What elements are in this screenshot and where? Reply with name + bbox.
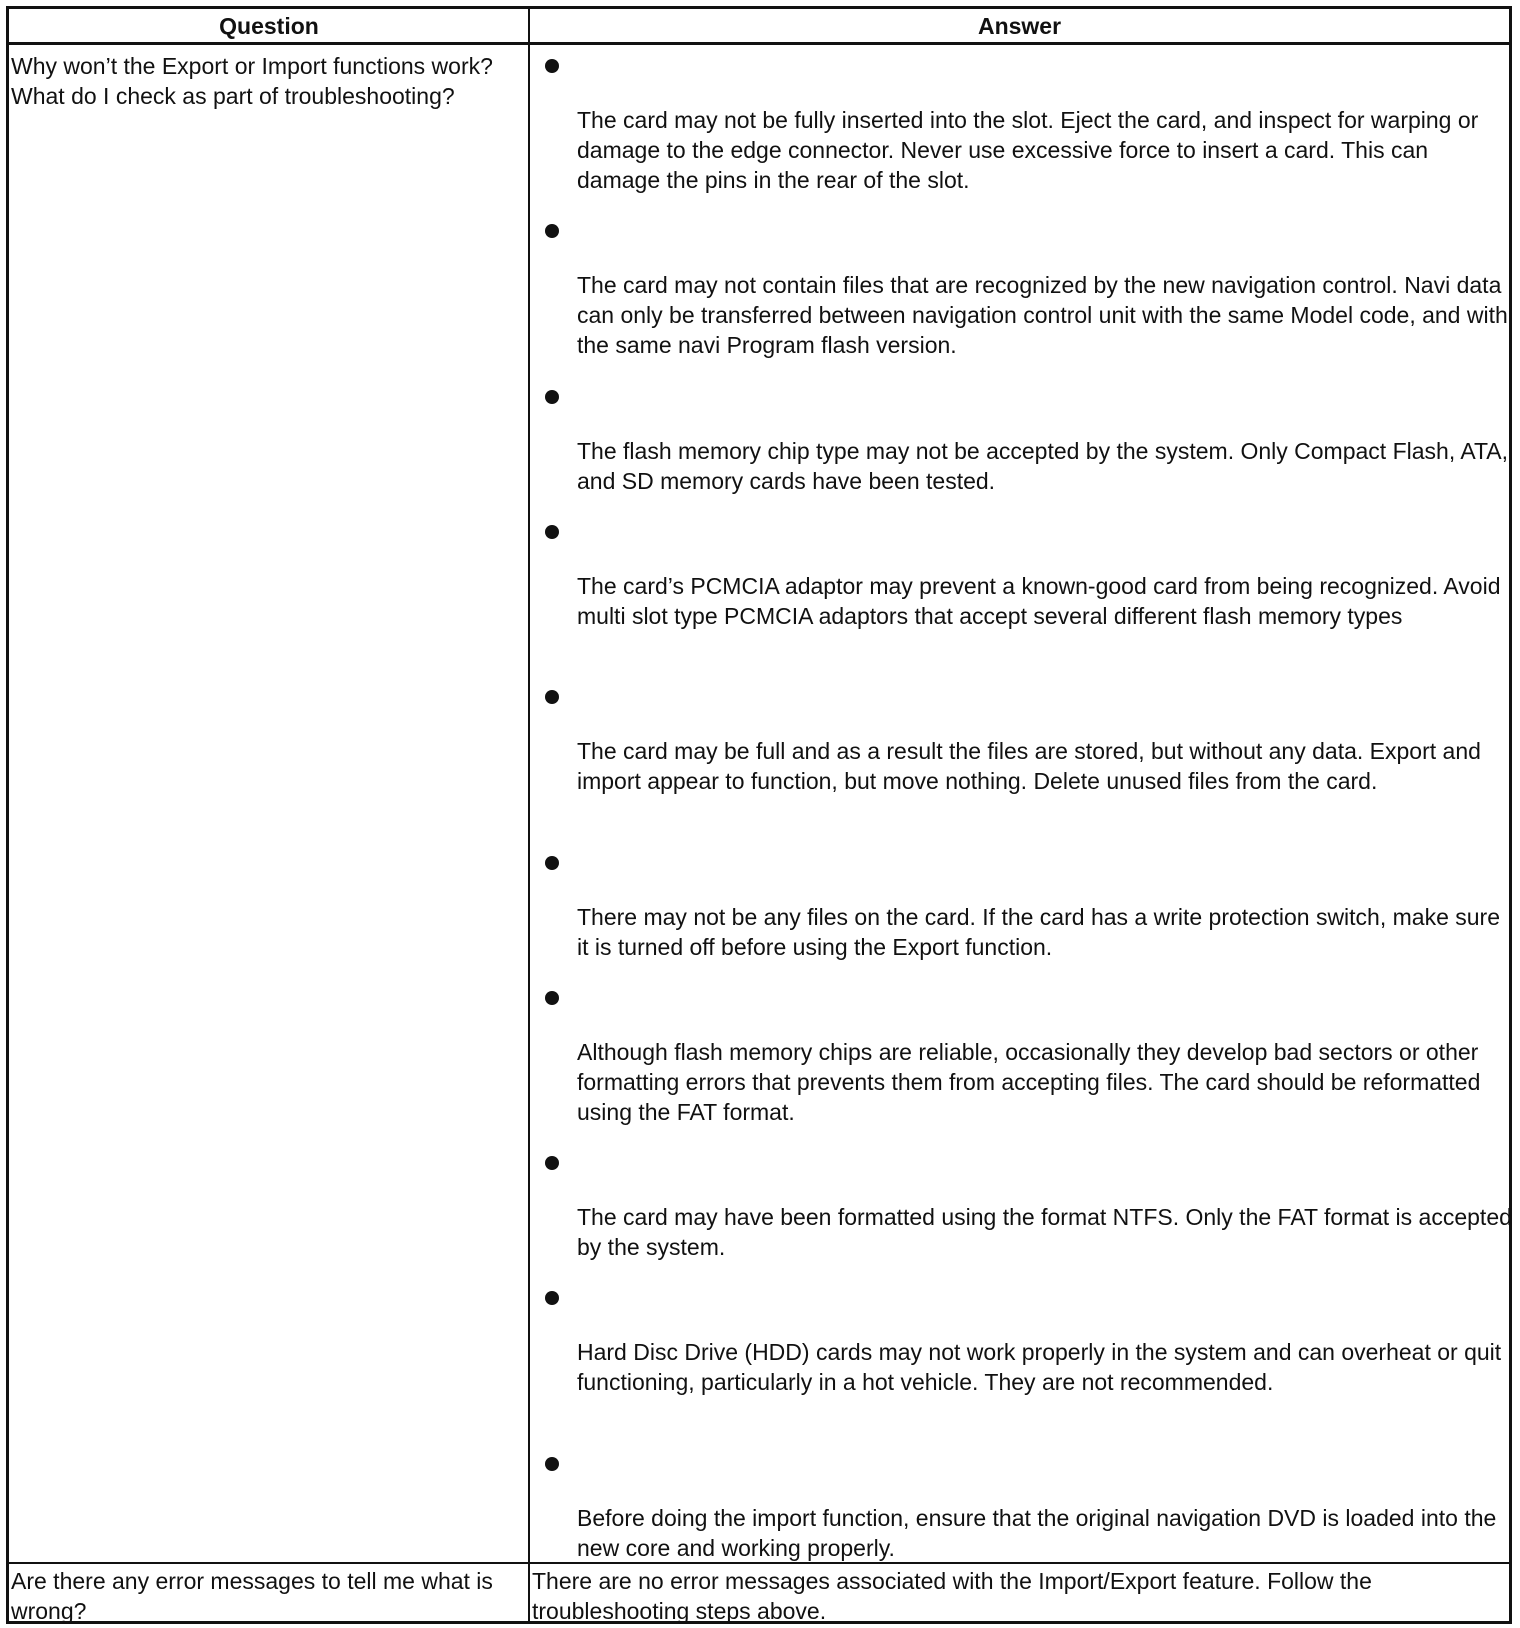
bullet-icon (545, 690, 559, 704)
answer-bullet-text: Before doing the import function, ensure that the original navigation DVD is loaded into the new core and working properly. (577, 1505, 1497, 1561)
answer-bullet-text: The card may not contain files that are recognized by the new navigation control. Navi data can only be transferred between navigation control unit with the same Model code, and with the same navi Program flash version. (577, 272, 1508, 358)
bullet-icon (545, 1457, 559, 1471)
bullet-icon (545, 856, 559, 870)
answer-bullet-text: The card may have been formatted using the format NTFS. Only the FAT format is accepted by the system. (577, 1204, 1512, 1260)
bullet-icon (545, 525, 559, 539)
answer-bullet-text: The card may be full and as a result the files are stored, but without any data. Export and import appear to function, but move nothing. Delete unused files from the card. (577, 738, 1481, 794)
answer-bullet-text: The card’s PCMCIA adaptor may prevent a known-good card from being recognized. Avoid multi slot type PCMCIA adaptors that accept several different flash memory types (577, 573, 1501, 629)
faq-table (6, 6, 1512, 1624)
bullet-icon (545, 390, 559, 404)
answer-column-header: Answer (977, 13, 1062, 39)
answer-bullet-text: Although flash memory chips are reliable, occasionally they develop bad sectors or other formatting errors that prevents them from accepting files. The card should be reformatted using the FAT format. (577, 1039, 1481, 1125)
question-column-header: Question (219, 13, 319, 39)
column-divider (528, 9, 530, 1621)
bullet-icon (545, 1291, 559, 1305)
bullet-icon (545, 59, 559, 73)
question-cell-1: Why won’t the Export or Import functions work? What do I check as part of troubleshooting? (11, 53, 493, 109)
answer-bullet-text: There may not be any files on the card. If the card has a write protection switch, make sure it is turned off before using the Export function. (577, 904, 1500, 960)
bullet-icon (545, 224, 559, 238)
answer-bullet-text: The flash memory chip type may not be accepted by the system. Only Compact Flash, ATA, and SD memory cards have been tested. (577, 438, 1509, 494)
answer-bullet-text: Hard Disc Drive (HDD) cards may not work properly in the system and can overheat or quit functioning, particularly in a hot vehicle. They are not recommended. (577, 1339, 1502, 1395)
answer-bullet-text: The card may not be fully inserted into the slot. Eject the card, and inspect for warping or damage to the edge connector. Never use excessive force to insert a card. This can damage the pins in the rear of the slot. (577, 107, 1479, 193)
answer-cell-2: There are no error messages associated with the Import/Export feature. Follow the troubleshooting steps above. (532, 1568, 1372, 1624)
question-cell-2: Are there any error messages to tell me what is wrong? (11, 1568, 493, 1624)
bullet-icon (545, 1156, 559, 1170)
table-header-row (9, 9, 1509, 45)
bullet-icon (545, 991, 559, 1005)
